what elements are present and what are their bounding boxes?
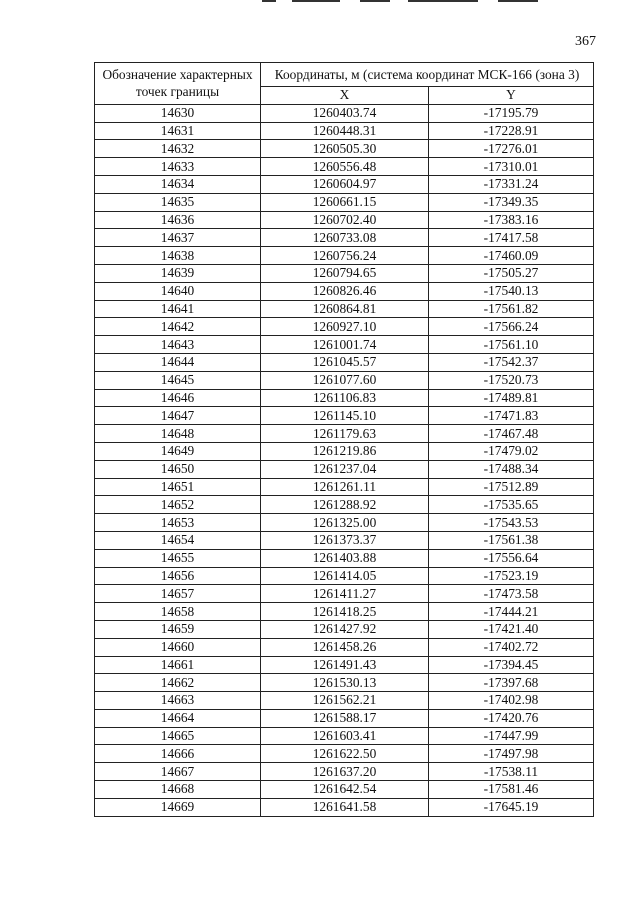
table-row xyxy=(95,798,594,816)
scan-edge-line xyxy=(408,0,478,2)
x-coordinate-cell: 1261261.11 xyxy=(261,478,429,496)
table-row xyxy=(95,674,594,692)
x-coordinate-cell: 1260403.74 xyxy=(261,104,429,122)
x-coordinate-cell: 1261603.41 xyxy=(261,727,429,745)
x-coordinate-cell: 1260556.48 xyxy=(261,158,429,176)
x-coordinate-cell: 1261045.57 xyxy=(261,353,429,371)
table-row xyxy=(95,140,594,158)
point-cell: 14669 xyxy=(95,798,261,816)
point-cell: 14666 xyxy=(95,745,261,763)
point-cell: 14655 xyxy=(95,549,261,567)
y-coordinate-cell: -17417.58 xyxy=(429,229,594,247)
table-row xyxy=(95,781,594,799)
x-coordinate-cell: 1261325.00 xyxy=(261,514,429,532)
scan-edge-line xyxy=(262,0,276,2)
y-coordinate-cell: -17397.68 xyxy=(429,674,594,692)
x-coordinate-cell: 1261001.74 xyxy=(261,336,429,354)
x-coordinate-cell: 1260604.97 xyxy=(261,175,429,193)
point-cell: 14662 xyxy=(95,674,261,692)
table-header-row xyxy=(95,63,594,87)
x-coordinate-cell: 1261288.92 xyxy=(261,496,429,514)
table-row xyxy=(95,549,594,567)
y-coordinate-cell: -17402.98 xyxy=(429,692,594,710)
point-cell: 14661 xyxy=(95,656,261,674)
table-row xyxy=(95,389,594,407)
point-cell: 14637 xyxy=(95,229,261,247)
x-coordinate-cell: 1261562.21 xyxy=(261,692,429,710)
y-coordinate-cell: -17561.38 xyxy=(429,531,594,549)
point-cell: 14631 xyxy=(95,122,261,140)
x-coordinate-cell: 1261458.26 xyxy=(261,638,429,656)
y-coordinate-cell: -17195.79 xyxy=(429,104,594,122)
x-coordinate-cell: 1261237.04 xyxy=(261,460,429,478)
table-row xyxy=(95,638,594,656)
table-row xyxy=(95,193,594,211)
point-cell: 14653 xyxy=(95,514,261,532)
page-number: 367 xyxy=(575,34,596,49)
table-row xyxy=(95,496,594,514)
table-row xyxy=(95,745,594,763)
point-cell: 14634 xyxy=(95,175,261,193)
x-coordinate-cell: 1261106.83 xyxy=(261,389,429,407)
point-cell: 14648 xyxy=(95,425,261,443)
point-cell: 14649 xyxy=(95,442,261,460)
y-coordinate-cell: -17310.01 xyxy=(429,158,594,176)
x-column-header: X xyxy=(261,87,429,105)
point-cell: 14660 xyxy=(95,638,261,656)
x-coordinate-cell: 1260733.08 xyxy=(261,229,429,247)
y-coordinate-cell: -17331.24 xyxy=(429,175,594,193)
table-row xyxy=(95,229,594,247)
y-coordinate-cell: -17512.89 xyxy=(429,478,594,496)
table-row xyxy=(95,478,594,496)
y-coordinate-cell: -17444.21 xyxy=(429,603,594,621)
table-row xyxy=(95,656,594,674)
y-coordinate-cell: -17489.81 xyxy=(429,389,594,407)
table-row xyxy=(95,567,594,585)
point-cell: 14651 xyxy=(95,478,261,496)
point-cell: 14665 xyxy=(95,727,261,745)
point-cell: 14644 xyxy=(95,353,261,371)
x-coordinate-cell: 1261411.27 xyxy=(261,585,429,603)
point-cell: 14667 xyxy=(95,763,261,781)
y-coordinate-cell: -17645.19 xyxy=(429,798,594,816)
y-coordinate-cell: -17535.65 xyxy=(429,496,594,514)
y-coordinate-cell: -17497.98 xyxy=(429,745,594,763)
y-coordinate-cell: -17561.82 xyxy=(429,300,594,318)
table-row xyxy=(95,692,594,710)
y-coordinate-cell: -17228.91 xyxy=(429,122,594,140)
y-coordinate-cell: -17479.02 xyxy=(429,442,594,460)
table-row xyxy=(95,247,594,265)
point-cell: 14650 xyxy=(95,460,261,478)
x-coordinate-cell: 1261179.63 xyxy=(261,425,429,443)
x-coordinate-cell: 1261219.86 xyxy=(261,442,429,460)
point-cell: 14638 xyxy=(95,247,261,265)
point-cell: 14632 xyxy=(95,140,261,158)
y-coordinate-cell: -17276.01 xyxy=(429,140,594,158)
y-coordinate-cell: -17488.34 xyxy=(429,460,594,478)
y-coordinate-cell: -17467.48 xyxy=(429,425,594,443)
point-cell: 14647 xyxy=(95,407,261,425)
y-coordinate-cell: -17523.19 xyxy=(429,567,594,585)
table-row xyxy=(95,514,594,532)
point-cell: 14652 xyxy=(95,496,261,514)
y-column-header: Y xyxy=(429,87,594,105)
x-coordinate-cell: 1261403.88 xyxy=(261,549,429,567)
table-row xyxy=(95,585,594,603)
point-cell: 14640 xyxy=(95,282,261,300)
table-row xyxy=(95,300,594,318)
x-coordinate-cell: 1261622.50 xyxy=(261,745,429,763)
y-coordinate-cell: -17473.58 xyxy=(429,585,594,603)
table-row xyxy=(95,442,594,460)
y-coordinate-cell: -17542.37 xyxy=(429,353,594,371)
table-row xyxy=(95,211,594,229)
table-row xyxy=(95,336,594,354)
table-row xyxy=(95,460,594,478)
x-coordinate-cell: 1261642.54 xyxy=(261,781,429,799)
x-coordinate-cell: 1261427.92 xyxy=(261,620,429,638)
x-coordinate-cell: 1261077.60 xyxy=(261,371,429,389)
scan-edge-line xyxy=(360,0,390,2)
table-row xyxy=(95,425,594,443)
y-coordinate-cell: -17505.27 xyxy=(429,264,594,282)
y-coordinate-cell: -17581.46 xyxy=(429,781,594,799)
point-column-header: Обозначение характерных точек границы xyxy=(95,63,261,105)
y-coordinate-cell: -17383.16 xyxy=(429,211,594,229)
scan-edge-line xyxy=(498,0,538,2)
table-row xyxy=(95,175,594,193)
coordinates-column-header: Координаты, м (система координат МСК-166 (зона 3) xyxy=(261,63,594,87)
x-coordinate-cell: 1260864.81 xyxy=(261,300,429,318)
y-coordinate-cell: -17538.11 xyxy=(429,763,594,781)
x-coordinate-cell: 1261588.17 xyxy=(261,709,429,727)
scan-edge-line xyxy=(292,0,340,2)
table-row xyxy=(95,709,594,727)
table-row xyxy=(95,264,594,282)
y-coordinate-cell: -17349.35 xyxy=(429,193,594,211)
table-row xyxy=(95,282,594,300)
y-coordinate-cell: -17566.24 xyxy=(429,318,594,336)
x-coordinate-cell: 1260756.24 xyxy=(261,247,429,265)
x-coordinate-cell: 1261373.37 xyxy=(261,531,429,549)
point-cell: 14656 xyxy=(95,567,261,585)
x-coordinate-cell: 1261530.13 xyxy=(261,674,429,692)
y-coordinate-cell: -17471.83 xyxy=(429,407,594,425)
y-coordinate-cell: -17556.64 xyxy=(429,549,594,567)
x-coordinate-cell: 1260505.30 xyxy=(261,140,429,158)
x-coordinate-cell: 1260826.46 xyxy=(261,282,429,300)
y-coordinate-cell: -17420.76 xyxy=(429,709,594,727)
point-cell: 14646 xyxy=(95,389,261,407)
table-row xyxy=(95,158,594,176)
point-cell: 14664 xyxy=(95,709,261,727)
x-coordinate-cell: 1261491.43 xyxy=(261,656,429,674)
point-cell: 14645 xyxy=(95,371,261,389)
table-row xyxy=(95,603,594,621)
table-row xyxy=(95,407,594,425)
table-row xyxy=(95,122,594,140)
y-coordinate-cell: -17543.53 xyxy=(429,514,594,532)
point-cell: 14657 xyxy=(95,585,261,603)
table-row xyxy=(95,318,594,336)
x-coordinate-cell: 1260702.40 xyxy=(261,211,429,229)
point-cell: 14635 xyxy=(95,193,261,211)
point-cell: 14639 xyxy=(95,264,261,282)
table-row xyxy=(95,371,594,389)
point-cell: 14659 xyxy=(95,620,261,638)
y-coordinate-cell: -17421.40 xyxy=(429,620,594,638)
coordinates-table xyxy=(94,62,594,817)
x-coordinate-cell: 1261641.58 xyxy=(261,798,429,816)
point-cell: 14663 xyxy=(95,692,261,710)
table-row xyxy=(95,727,594,745)
x-coordinate-cell: 1260661.15 xyxy=(261,193,429,211)
x-coordinate-cell: 1261418.25 xyxy=(261,603,429,621)
table-row xyxy=(95,531,594,549)
x-coordinate-cell: 1261637.20 xyxy=(261,763,429,781)
point-cell: 14668 xyxy=(95,781,261,799)
table-row xyxy=(95,353,594,371)
x-coordinate-cell: 1260927.10 xyxy=(261,318,429,336)
point-cell: 14633 xyxy=(95,158,261,176)
y-coordinate-cell: -17394.45 xyxy=(429,656,594,674)
table-row xyxy=(95,763,594,781)
point-cell: 14636 xyxy=(95,211,261,229)
point-cell: 14630 xyxy=(95,104,261,122)
y-coordinate-cell: -17402.72 xyxy=(429,638,594,656)
table-row xyxy=(95,104,594,122)
x-coordinate-cell: 1261414.05 xyxy=(261,567,429,585)
x-coordinate-cell: 1260448.31 xyxy=(261,122,429,140)
y-coordinate-cell: -17460.09 xyxy=(429,247,594,265)
x-coordinate-cell: 1260794.65 xyxy=(261,264,429,282)
point-cell: 14642 xyxy=(95,318,261,336)
table-row xyxy=(95,620,594,638)
x-coordinate-cell: 1261145.10 xyxy=(261,407,429,425)
y-coordinate-cell: -17561.10 xyxy=(429,336,594,354)
y-coordinate-cell: -17447.99 xyxy=(429,727,594,745)
y-coordinate-cell: -17540.13 xyxy=(429,282,594,300)
point-cell: 14654 xyxy=(95,531,261,549)
point-cell: 14658 xyxy=(95,603,261,621)
point-cell: 14643 xyxy=(95,336,261,354)
point-cell: 14641 xyxy=(95,300,261,318)
y-coordinate-cell: -17520.73 xyxy=(429,371,594,389)
